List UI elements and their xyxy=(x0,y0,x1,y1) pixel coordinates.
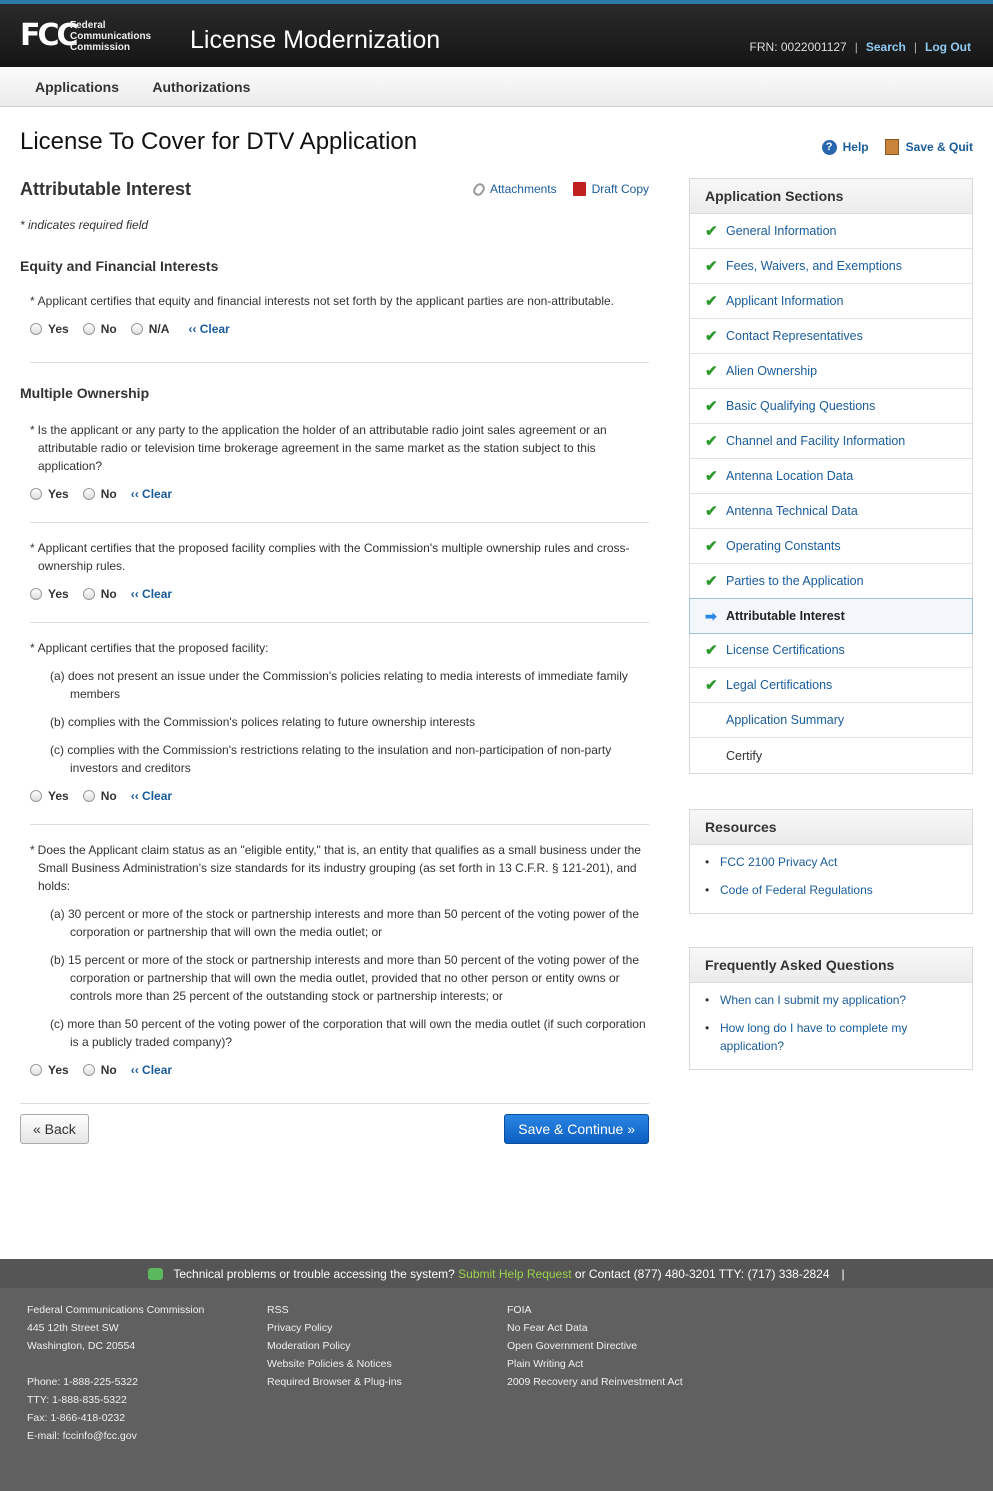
radio-circle[interactable] xyxy=(83,790,95,802)
nav-applications[interactable]: Applications xyxy=(35,79,120,95)
help-link[interactable]: Help xyxy=(842,140,869,154)
radio-circle[interactable] xyxy=(30,323,42,335)
arrow-right-icon: ➡ xyxy=(705,607,717,624)
radio-group xyxy=(30,585,649,603)
nav-authorizations[interactable]: Authorizations xyxy=(152,79,251,95)
divider xyxy=(30,362,649,363)
page-title: License To Cover for DTV Application xyxy=(20,128,418,155)
section-label: General Information xyxy=(726,224,837,238)
check-icon: ✔ xyxy=(705,258,718,275)
panel-title: Frequently Asked Questions xyxy=(690,948,972,983)
radio-group xyxy=(30,1061,649,1079)
check-icon: ✔ xyxy=(705,642,718,659)
section-label: Applicant Information xyxy=(726,294,844,308)
radio-label: No xyxy=(100,587,117,601)
logo-line: Communications xyxy=(70,30,152,42)
question-equity xyxy=(20,292,649,338)
question-body: Applicant certifies that equity and financial interests not set forth by the applicant parties are non-attributable. xyxy=(37,294,615,308)
sub-item-b: (b) complies with the Commission's polices relating to future ownership interests xyxy=(50,715,476,729)
frn-label: FRN: 0022001127 xyxy=(749,40,847,54)
draft-copy-link[interactable]: Draft Copy xyxy=(591,182,649,196)
clear-link[interactable]: ‹‹ Clear xyxy=(188,322,230,336)
radio-circle[interactable] xyxy=(30,1064,42,1076)
save-continue-button[interactable]: Save & Continue » xyxy=(504,1114,649,1144)
divider xyxy=(20,1103,649,1104)
clear-link[interactable]: ‹‹ Clear xyxy=(130,487,173,501)
question-eligible-entity xyxy=(20,841,649,1079)
footer-link[interactable]: Moderation Policy xyxy=(267,1340,351,1352)
radio-label: No xyxy=(100,789,117,803)
section-channel-facility[interactable] xyxy=(690,424,972,459)
check-icon: ✔ xyxy=(705,363,718,380)
footer-help-bar xyxy=(0,1259,993,1288)
sub-item-a: (a) 30 percent or more of the stock or partnership interests and more than 50 percent of the voting power of the corporation or partnership that will own the media outlet; or xyxy=(50,907,639,939)
radio-yes[interactable] xyxy=(30,320,69,338)
footer-link[interactable]: No Fear Act Data xyxy=(507,1322,588,1334)
clear-link[interactable]: ‹‹ Clear xyxy=(130,587,173,601)
required-asterisk: * xyxy=(30,294,35,308)
sub-item-b: (b) 15 percent or more of the stock or partnership interests and more than 50 percent of the voting power of the corporation or partnership that will own the media outlet, provided that no other person or entity owns or controls more than 25 percent of the outstanding stock or partnership interests; or xyxy=(50,953,639,1003)
radio-label: N/A xyxy=(148,322,170,336)
check-icon: ✔ xyxy=(705,433,718,450)
check-icon: ✔ xyxy=(705,398,718,415)
radio-no[interactable] xyxy=(83,585,117,603)
question-text xyxy=(30,292,649,310)
top-header xyxy=(0,0,993,67)
chat-icon xyxy=(148,1268,163,1280)
radio-label: No xyxy=(100,487,117,501)
check-icon: ✔ xyxy=(705,468,718,485)
spacer xyxy=(27,1355,204,1373)
question-body: Does the Applicant claim status as an "eligible entity," that is, an entity that qualifies as a small business under the Small Business Administration's size standards for its industry grouping (as set forth in 13 C.F.R. § 121-201), and holds: xyxy=(37,843,641,893)
footer-address-col xyxy=(27,1301,204,1445)
radio-circle[interactable] xyxy=(131,323,143,335)
question-text xyxy=(30,639,649,657)
section-license-certifications[interactable] xyxy=(690,633,972,668)
top-links xyxy=(750,40,971,54)
section-general-information[interactable] xyxy=(690,214,972,249)
section-alien-ownership[interactable] xyxy=(690,354,972,389)
application-sections-panel xyxy=(689,178,973,774)
radio-label: Yes xyxy=(48,1063,69,1077)
section-label: Operating Constants xyxy=(726,539,841,553)
radio-circle[interactable] xyxy=(83,323,95,335)
footer-link[interactable]: FOIA xyxy=(507,1304,532,1316)
radio-no[interactable] xyxy=(83,320,117,338)
tech-problems-text: Technical problems or trouble accessing the system? xyxy=(173,1266,455,1281)
footer-link[interactable]: Plain Writing Act xyxy=(507,1358,584,1370)
logo-line: Federal xyxy=(70,19,106,31)
resource-privacy-act[interactable]: • FCC 2100 Privacy Act xyxy=(705,853,972,871)
clear-link[interactable]: ‹‹ Clear xyxy=(130,1063,173,1077)
section-applicant-information[interactable] xyxy=(690,284,972,319)
required-asterisk: * xyxy=(30,843,35,857)
footer-links-col-2 xyxy=(267,1301,402,1391)
radio-circle[interactable] xyxy=(30,588,42,600)
logout-link[interactable]: Log Out xyxy=(925,40,971,54)
radio-no[interactable] xyxy=(83,787,117,805)
check-icon: ✔ xyxy=(705,677,718,694)
section-antenna-technical[interactable] xyxy=(690,494,972,529)
faq-when-submit[interactable]: • When can I submit my application? xyxy=(705,991,972,1009)
section-legal-certifications[interactable] xyxy=(690,668,972,703)
radio-label: Yes xyxy=(48,487,69,501)
app-title: License Modernization xyxy=(190,26,441,54)
fcc-logo-text xyxy=(70,20,151,53)
question-body: Applicant certifies that the proposed facility complies with the Commission's multiple ownership rules and cross-ownership rules. xyxy=(37,541,630,573)
footer-text: Washington, DC 20554 xyxy=(27,1340,136,1352)
radio-yes[interactable] xyxy=(30,787,69,805)
footer-text: E-mail: fccinfo@fcc.gov xyxy=(27,1430,137,1442)
radio-group xyxy=(30,320,649,338)
clear-link[interactable]: ‹‹ Clear xyxy=(130,789,173,803)
question-text xyxy=(30,539,649,575)
section-label: Antenna Location Data xyxy=(726,469,854,483)
radio-circle[interactable] xyxy=(30,488,42,500)
radio-circle[interactable] xyxy=(83,588,95,600)
save-quit-link[interactable]: Save & Quit xyxy=(905,140,973,154)
footer-text: TTY: 1-888-835-5322 xyxy=(27,1394,127,1406)
faq-panel xyxy=(689,947,973,1070)
section-label: License Certifications xyxy=(726,643,845,657)
check-icon: ✔ xyxy=(705,293,718,310)
question-text xyxy=(30,841,649,895)
section-basic-qualifying[interactable] xyxy=(690,389,972,424)
radio-no[interactable] xyxy=(83,485,117,503)
separator: | xyxy=(854,40,858,54)
section-label: Channel and Facility Information xyxy=(726,434,906,448)
section-label: Basic Qualifying Questions xyxy=(726,399,876,413)
main-nav xyxy=(0,67,993,107)
resources-panel xyxy=(689,809,973,914)
sub-item-c: (c) more than 50 percent of the voting power of the corporation that will own the media outlet (if such corporation is a publicly traded company)? xyxy=(50,1017,646,1049)
radio-group xyxy=(30,485,649,503)
group-ownership-title: Multiple Ownership xyxy=(20,385,150,401)
radio-na[interactable] xyxy=(131,320,170,338)
doc-links xyxy=(474,182,649,196)
footer-link[interactable]: Required Browser & Plug-ins xyxy=(267,1376,402,1388)
section-label: Certify xyxy=(726,748,763,763)
section-title: Attributable Interest xyxy=(20,178,192,199)
section-label: Fees, Waivers, and Exemptions xyxy=(726,259,902,273)
footer xyxy=(0,1259,993,1491)
check-icon: ✔ xyxy=(705,538,718,555)
footer-link[interactable]: Open Government Directive xyxy=(507,1340,638,1352)
question-body: Is the applicant or any party to the application the holder of an attributable radio joint sales agreement or an attributable radio or television time brokerage agreement in the same market as the station subject to this application? xyxy=(37,423,607,473)
panel-title: Resources xyxy=(690,810,972,845)
required-note: * indicates required field xyxy=(20,218,149,232)
logo-line: Commission xyxy=(70,41,131,53)
radio-label: Yes xyxy=(48,789,69,803)
radio-label: No xyxy=(100,1063,117,1077)
section-label: Contact Representatives xyxy=(726,329,863,343)
section-parties[interactable] xyxy=(690,564,972,599)
section-fees-waivers[interactable] xyxy=(690,249,972,284)
main-content xyxy=(20,176,649,1144)
footer-link[interactable]: 2009 Recovery and Reinvestment Act xyxy=(507,1376,683,1388)
search-link[interactable]: Search xyxy=(865,40,906,54)
section-label: Legal Certifications xyxy=(726,678,833,692)
section-antenna-location[interactable] xyxy=(690,459,972,494)
section-header xyxy=(20,176,649,202)
panel-title: Application Sections xyxy=(690,179,972,214)
required-asterisk: * xyxy=(30,541,35,555)
required-asterisk: * xyxy=(30,641,35,655)
footer-text: Phone: 1-888-225-5322 xyxy=(27,1376,138,1388)
footer-links-col-3 xyxy=(507,1301,683,1391)
check-icon: ✔ xyxy=(705,328,718,345)
radio-yes[interactable] xyxy=(30,485,69,503)
radio-circle[interactable] xyxy=(83,1064,95,1076)
section-attributable-interest[interactable] xyxy=(689,598,973,634)
paperclip-icon[interactable] xyxy=(471,181,487,197)
section-label: Antenna Technical Data xyxy=(726,504,858,518)
section-application-summary[interactable] xyxy=(690,703,972,738)
radio-yes[interactable] xyxy=(30,585,69,603)
faq-list xyxy=(690,983,972,1069)
attachments-link[interactable]: Attachments xyxy=(489,182,557,196)
question-text xyxy=(30,421,649,475)
help-area xyxy=(822,139,973,155)
footer-link[interactable]: Privacy Policy xyxy=(267,1322,333,1334)
back-button[interactable]: « Back xyxy=(20,1114,89,1144)
divider xyxy=(30,824,649,825)
resource-cfr[interactable]: • Code of Federal Regulations xyxy=(705,881,972,899)
resources-list xyxy=(690,845,972,913)
section-label: Alien Ownership xyxy=(726,364,818,378)
fcc-logo-mark: FCC xyxy=(20,18,76,53)
question-proposed-facility xyxy=(20,639,649,805)
footer-text: Federal Communications Commission xyxy=(27,1304,205,1316)
contact-text: or Contact (877) 480-3201 TTY: (717) 338-2824 xyxy=(574,1266,830,1281)
footer-text: 445 12th Street SW xyxy=(27,1322,119,1334)
section-operating-constants[interactable] xyxy=(690,529,972,564)
help-icon[interactable]: ? xyxy=(822,140,837,155)
fcc-logo[interactable] xyxy=(20,19,151,53)
divider xyxy=(30,622,649,623)
sub-item-a: (a) does not present an issue under the Commission's policies relating to media interests of immediate family members xyxy=(50,669,628,701)
separator: | xyxy=(841,1266,845,1281)
question-body: Applicant certifies that the proposed facility: xyxy=(37,641,269,655)
submit-help-link[interactable]: Submit Help Request xyxy=(458,1266,572,1281)
group-equity-title: Equity and Financial Interests xyxy=(20,258,219,274)
footer-link[interactable]: Website Policies & Notices xyxy=(267,1358,392,1370)
question-multiple-ownership xyxy=(20,539,649,603)
radio-label: Yes xyxy=(48,322,69,336)
sub-item-c: (c) complies with the Commission's restrictions relating to the insulation and non-participation of non-party investors and creditors xyxy=(50,743,612,775)
radio-label: No xyxy=(100,322,117,336)
radio-label: Yes xyxy=(48,587,69,601)
form-actions xyxy=(20,1114,649,1144)
section-label: Application Summary xyxy=(726,713,845,727)
section-certify xyxy=(690,738,972,773)
exit-door-icon[interactable] xyxy=(885,139,899,155)
question-jsa xyxy=(20,421,649,503)
radio-group xyxy=(30,787,649,805)
check-icon: ✔ xyxy=(705,223,718,240)
footer-text: Fax: 1-866-418-0232 xyxy=(27,1412,126,1424)
divider xyxy=(30,522,649,523)
separator: | xyxy=(913,40,918,54)
section-contact-representatives[interactable] xyxy=(690,319,972,354)
faq-how-long[interactable]: • How long do I have to complete my application? xyxy=(705,1019,972,1055)
required-asterisk: * xyxy=(30,423,35,437)
radio-no[interactable] xyxy=(83,1061,117,1079)
check-icon: ✔ xyxy=(705,573,718,590)
section-label: Attributable Interest xyxy=(726,609,845,623)
pdf-icon[interactable] xyxy=(573,182,586,196)
radio-circle[interactable] xyxy=(83,488,95,500)
check-icon: ✔ xyxy=(705,503,718,520)
radio-circle[interactable] xyxy=(30,790,42,802)
radio-yes[interactable] xyxy=(30,1061,69,1079)
section-label: Parties to the Application xyxy=(726,574,864,588)
footer-link[interactable]: RSS xyxy=(267,1304,289,1316)
